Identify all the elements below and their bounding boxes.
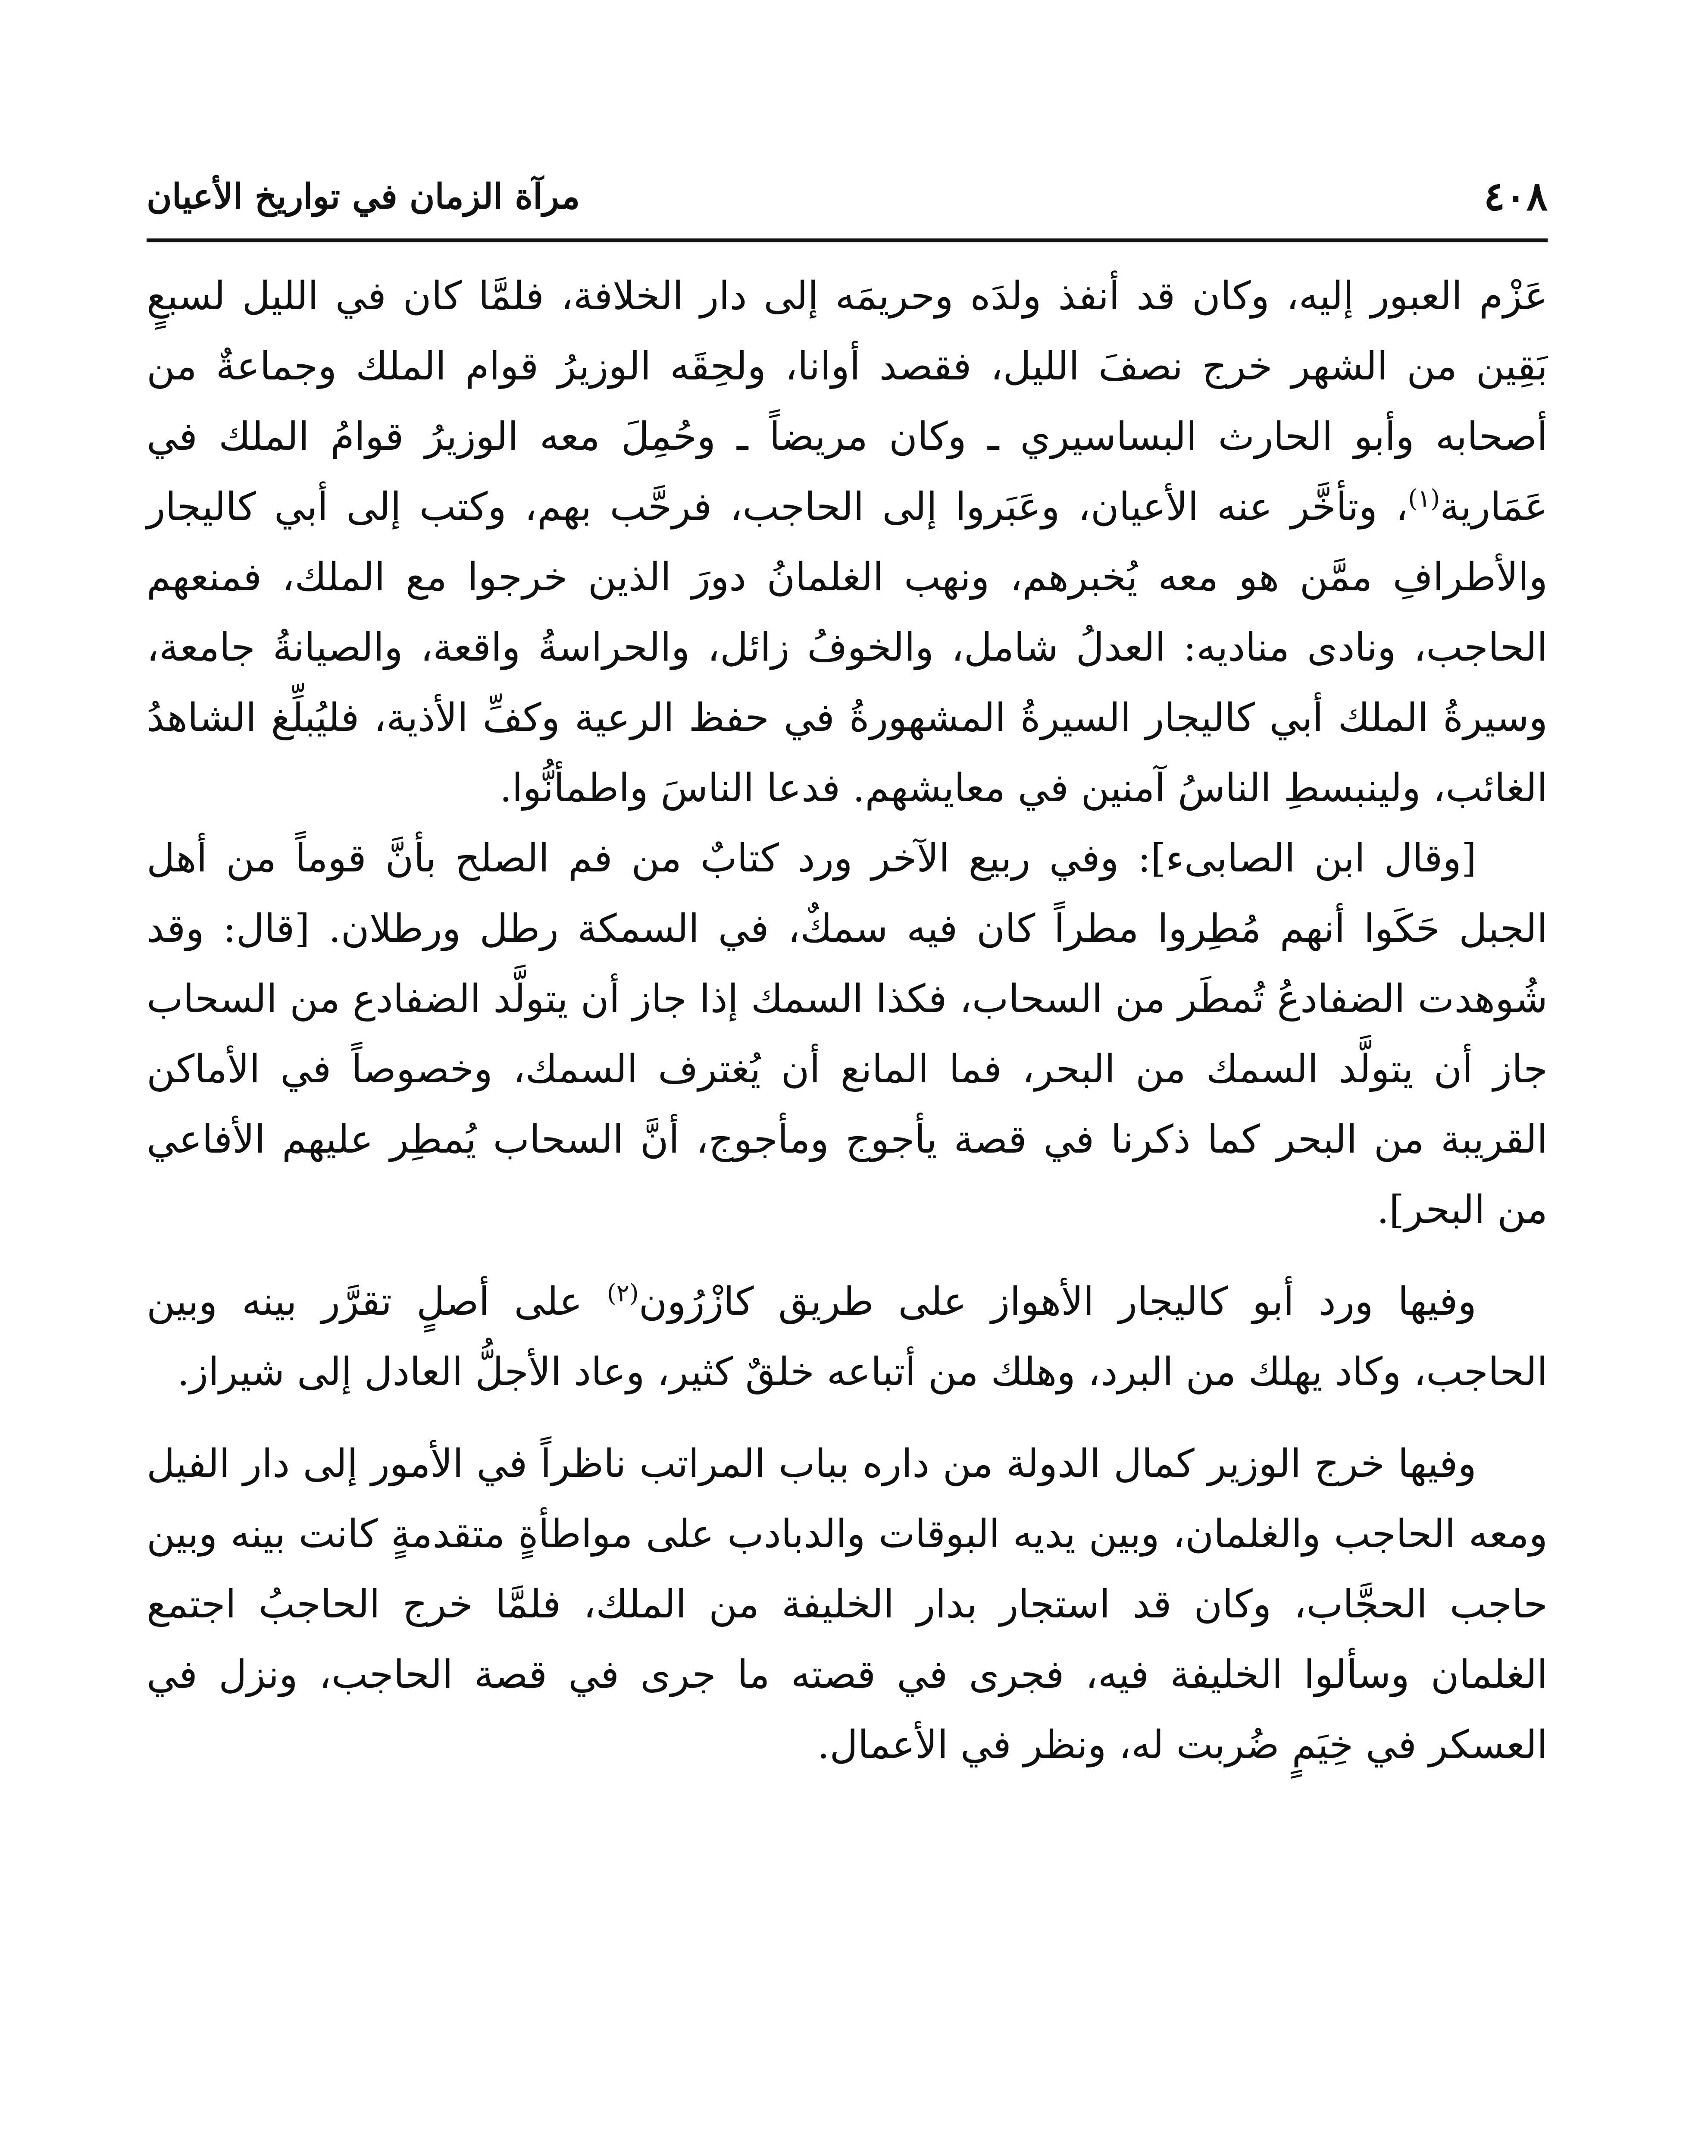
paragraph-2: [وقال ابن الصابىء]: وفي ربيع الآخر ورد كتابٌ من فم الصلح بأنَّ قوماً من أهل الجبل حَكَوا أنهم مُطِروا مطراً كان فيه سمكٌ، في السمكة رطل ورطلان. [قال: وقد شُوهدت الضفادعُ تُمطَر من السحاب، فكذا السمك إذا جاز أن يتولَّد الضفادع من السحاب جاز أن يتولَّد السمك من البحر، فما المانع أن يُغترف السمك، وخصوصاً في الأماكن القريبة من البحر كما ذكرنا في قصة يأجوج ومأجوج، أنَّ السحاب يُمطِر عليهم الأفاعي من البحر]. <box>147 836 1548 1232</box>
footnote-ref-2: (٢) <box>607 1279 639 1307</box>
header-rule <box>147 238 1548 242</box>
paragraph-1-text-a: عَزْم العبور إليه، وكان قد أنفذ ولدَه وحريمَه إلى دار الخلافة، فلمَّا كان في الليل لسبعٍ بَقِين من الشهر خرج نصفَ الليل، فقصد أوانا، ولحِقَه الوزيرُ قوام الملك وجماعةٌ من أصحابه وأبو الحارث البساسيري ـ وكان مريضاً ـ وحُمِلَ معه الوزيرُ قوامُ الملك في عَمَارية <box>147 273 1548 530</box>
paragraph-1-text-b: ، وتأخَّر عنه الأعيان، وعَبَروا إلى الحاجب، فرحَّب بهم، وكتب إلى أبي كاليجار والأطرافِ ممَّن هو معه يُخبرهم، ونهب الغلمانُ دورَ الذين خرجوا مع الملك، فمنعهم الحاجب، ونادى مناديه: العدلُ شامل، والخوفُ زائل، والحراسةُ واقعة، والصيانةُ جامعة، وسيرةُ الملك أبي كاليجار السيرةُ المشهورةُ في حفظ الرعية وكفِّ الأذية، فليُبلِّغ الشاهدُ الغائب، ولينبسطِ الناسُ آمنين في معايشهم. فدعا الناسَ واطمأنُّوا. <box>147 484 1548 811</box>
paragraph-3-text-a: وفيها ورد أبو كاليجار الأهواز على طريق كازْرُون <box>638 1279 1477 1324</box>
running-head <box>147 170 1548 222</box>
book-title: مرآة الزمان في تواريخ الأعيان <box>147 176 580 216</box>
paragraph-3-text-b: على أصلٍ تقرَّر بينه وبين الحاجب، وكاد يهلك من البرد، وهلك من أتباعه خلقٌ كثير، وعاد الأجلُّ العادل إلى شيراز. <box>147 1279 1548 1395</box>
paragraph-4: وفيها خرج الوزير كمال الدولة من داره بباب المراتب ناظراً في الأمور إلى دار الفيل ومعه الحاجب والغلمان، وبين يديه البوقات والدبادب على مواطأةٍ متقدمةٍ كانت بينه وبين حاجب الحجَّاب، وكان قد استجار بدار الخليفة من الملك، فلمَّا خرج الحاجبُ اجتمع الغلمان وسألوا الخليفة فيه، فجرى في قصته ما جرى في قصة الحاجب، ونزل في العسكر في خِيَمٍ ضُربت له، ونظر في الأعمال. <box>147 1441 1548 1767</box>
footnote-ref-1: (١) <box>1408 485 1440 513</box>
paragraph-1 <box>147 261 1548 823</box>
body-text <box>147 261 1548 1780</box>
paragraph-3 <box>147 1266 1548 1407</box>
page-number: ٤٠٨ <box>1483 173 1548 219</box>
